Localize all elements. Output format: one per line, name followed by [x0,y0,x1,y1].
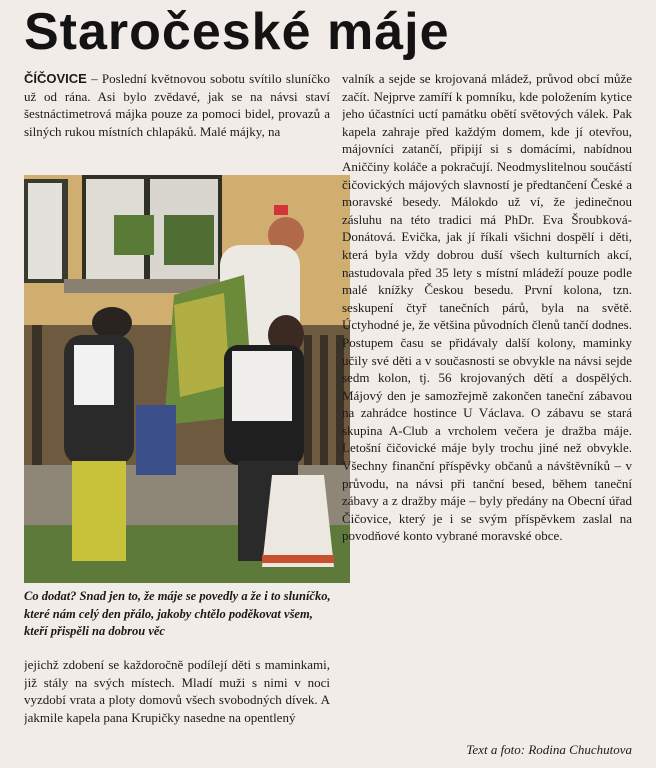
lead-text: – Poslední květnovou sobotu svítilo sluníčko už od rána. Asi bylo zvědavé, jak se na návsi staví šestnáctimetrová májka pouze za pomoci bidel, provazů a silných rukou místních chlapáků. Malé májky, na [24,71,330,139]
author-signature: Text a foto: Rodina Chuchutova [466,742,632,757]
article-column-right [342,70,632,738]
continued-paragraph: jejichž zdobení se každoročně podílejí děti s maminkami, již stály na svých místech. Mladí muži s nimi v noci vyzdobí vrata a ploty domovů všech svobodných dívek. A jakmile kapela pana Krupičky nasedne na opentlený [24,657,330,725]
article-column-left-top [24,70,330,174]
photo-caption: Co dodat? Snad jen to, že máje se povedly a že i to sluníčko, které nám celý den přálo, jakoby chtělo poděkovat všem, kteří přispěli na dobrou věc [24,589,331,638]
article-photo [24,175,350,583]
article-column-left-bottom [24,656,330,762]
right-column-paragraph: valník a sejde se krojovaná mládež, průvod obcí může začít. Nejprve zamíří k pomníku, kde položením kytice jeho účastníci uctí památku obětí světových válek. Pak kapela zahraje před každým domem, kde jí otevřou, májovníci zatančí, připijí si s domácími, nabídnou Aniččiny koláče a pokračují. Neodmyslitelnou součástí čičovických májových slavností je předtančení České a moravské besedy. Málokdo už ví, že jedinečnou zásluhu na této tradici má PhDr. Eva Šroubková-Donátová. Evička, jak jí říkali všichni dospělí i děti, která byla vždy dobrou duší všech kulturních akcí, nastudovala před 35 lety s místní mládeží pouze podle malé knížky Českou besedu. První kolona, tzn. seskupení čtyř tanečních párů, byla na světě. Úctyhodné je, že většina původních členů tančí dodnes. Postupem času se přidávaly další kolony, maminky učily své děti a v současnosti se obvykle na návsi sejde sedm kolon, tj. 56 krojovaných dětí a dospělých. Májový den je samozřejmě zakončen taneční zábavou na zahrádce hostince U Václava. O zábavu se stará skupina A-Club a vrcholem večera je dražba máje. Letošní čičovické máje byly trochu jiné než obvykle. Všechny finanční příspěvky občanů a návštěvníků – v průvodu, na návsi při tanční besed, během taneční zábavy a z dražby máje – byly předány na Obecní úřad Čičovice, který je i se svým příspěvkem zaslal na povodňové konto vybrané moravské obce. [342,71,632,544]
photo-dancers-illustration [24,175,350,583]
lead-paragraph [24,70,330,140]
headline: Staročeské máje [24,3,450,61]
dateline: ČÍČOVICE [24,71,87,86]
